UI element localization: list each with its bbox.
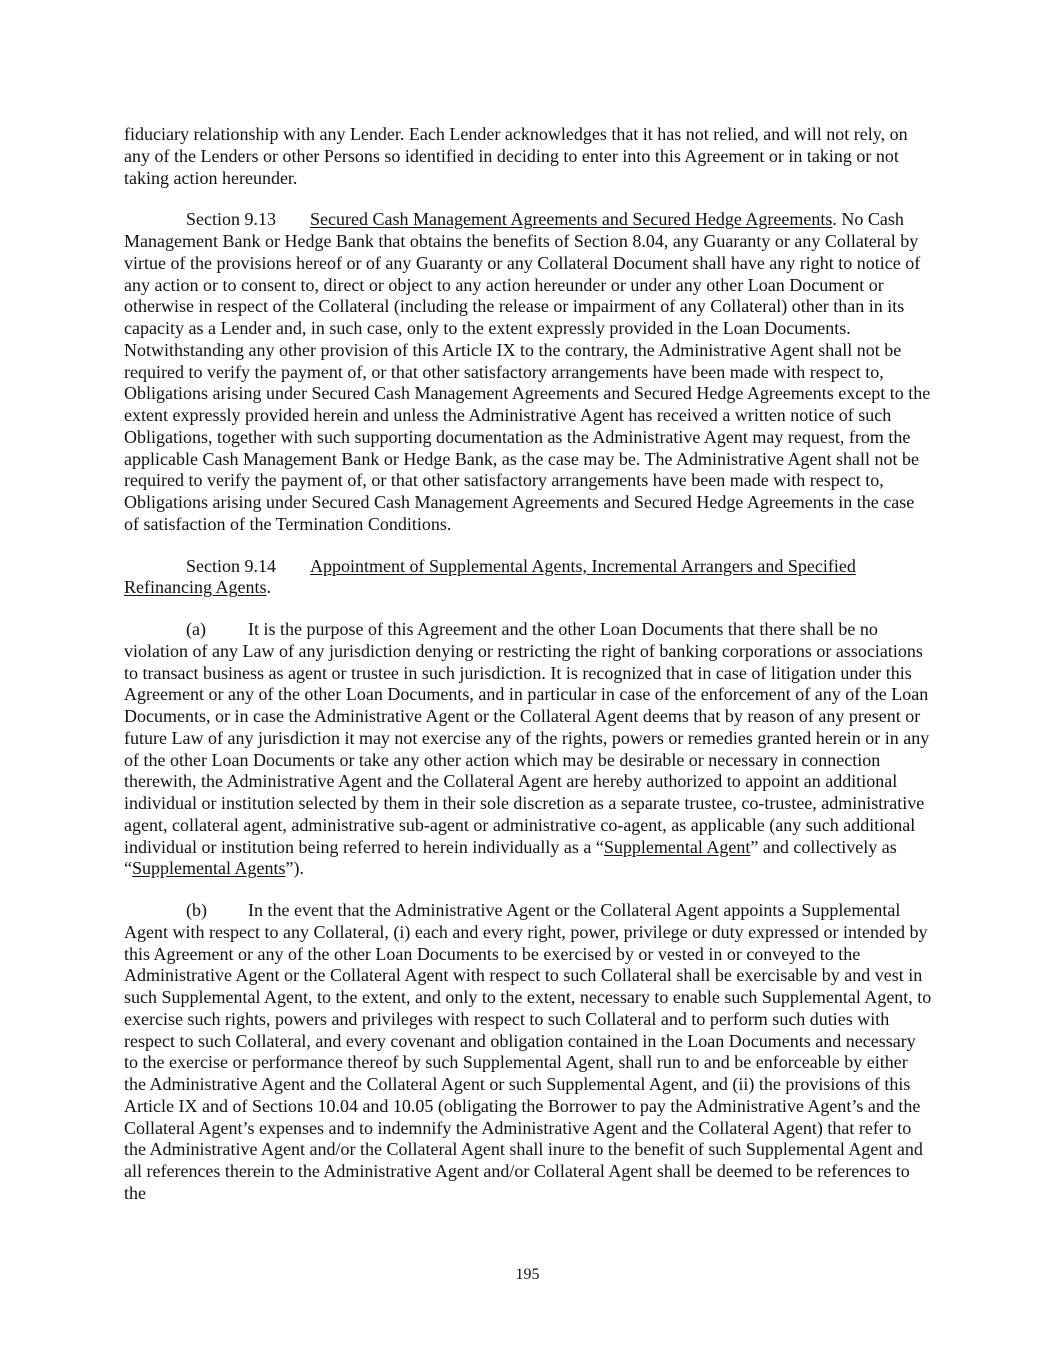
page-number: 195	[515, 1266, 540, 1283]
section-9-13-paragraph	[124, 209, 932, 535]
subsection-a-text-2: ” and collectively as “	[124, 836, 897, 879]
defined-term-supplemental-agent: Supplemental Agent	[603, 836, 751, 857]
section-9-14-heading-end: .	[266, 577, 271, 598]
defined-term-supplemental-agents: Supplemental Agents	[132, 858, 286, 879]
document-page	[124, 124, 932, 1225]
continuation-paragraph	[124, 124, 932, 189]
subsection-b-label: (b)	[186, 900, 207, 920]
subsection-a-text-3: ”).	[285, 858, 304, 879]
subsection-a-text-1: It is the purpose of this Agreement and the other Loan Documents that there shall be no violation of any Law of any jurisdiction denying or restricting the right of banking corporations or associations to transact business as agent or trustee in such jurisdiction. It is recognized that in case of litigation under this Agreement or any of the other Loan Documents, and in particular in case of the enforcement of any of the Loan Documents, or in case the Administrative Agent or the Collateral Agent deems that by reason of any present or future Law of any jurisdiction it may not exercise any of the rights, powers or remedies granted herein or in any of the other Loan Documents or take any other action which may be desirable or necessary in connection therewith, the Administrative Agent and the Collateral Agent are hereby authorized to appoint an additional individual or institution selected by them in their sole discretion as a separate trustee, co-trustee, administrative agent, collateral agent, administrative sub-agent or administrative co-agent, as applicable (any such additional individual or institution being referred to herein individually as a “	[124, 619, 930, 857]
continuation-text: fiduciary relationship with any Lender. Each Lender acknowledges that it has not relied, and will not rely, on any of the Lenders or other Persons so identified in deciding to enter into this Agreement or in taking or not taking action hereunder.	[124, 124, 908, 188]
subsection-a-label: (a)	[186, 619, 206, 639]
section-9-14-paragraph	[124, 556, 932, 600]
subsection-b-text: In the event that the Administrative Agent or the Collateral Agent appoints a Supplemental Agent with respect to any Collateral, (i) each and every right, power, privilege or duty expressed or intended by this Agreement or any of the other Loan Documents to be exercised by or vested in or conveyed to the Administrative Agent or the Collateral Agent with respect to such Collateral shall be exercisable by and vest in such Supplemental Agent, to the extent, and only to the extent, necessary to enable such Supplemental Agent, to exercise such rights, powers and privileges with respect to such Collateral and to perform such duties with respect to such Collateral, and every covenant and obligation contained in the Loan Documents and necessary to the exercise or performance thereof by such Supplemental Agent, shall run to and be enforceable by either the Administrative Agent and the Collateral Agent or such Supplemental Agent, and (ii) the provisions of this Article IX and of Sections 10.04 and 10.05 (obligating the Borrower to pay the Administrative Agent’s and the Collateral Agent’s expenses and to indemnify the Administrative Agent and the Collateral Agent) that refer to the Administrative Agent and/or the Collateral Agent shall inure to the benefit of such Supplemental Agent and all references therein to the Administrative Agent and/or Collateral Agent shall be deemed to be references to the	[124, 900, 932, 1203]
section-9-13-body: . No Cash Management Bank or Hedge Bank that obtains the benefits of Section 8.04, any Guaranty or any Collateral by virtue of the provisions hereof or of any Guaranty or any Collateral Document shall have any right to notice of any action or to consent to, direct or object to any action hereunder or under any other Loan Document or otherwise in respect of the Collateral (including the release or impairment of any Collateral) other than in its capacity as a Lender and, in such case, only to the extent expressly provided in the Loan Documents. Notwithstanding any other provision of this Article IX to the contrary, the Administrative Agent shall not be required to verify the payment of, or that other satisfactory arrangements have been made with respect to, Obligations arising under Secured Cash Management Agreements and Secured Hedge Agreements except to the extent expressly provided herein and unless the Administrative Agent has received a written notice of such Obligations, together with such supporting documentation as the Administrative Agent may request, from the applicable Cash Management Bank or Hedge Bank, as the case may be. The Administrative Agent shall not be required to verify the payment of, or that other satisfactory arrangements have been made with respect to, Obligations arising under Secured Cash Management Agreements and Secured Hedge Agreements in the case of satisfaction of the Termination Conditions.	[124, 209, 931, 534]
section-9-13-heading: Secured Cash Management Agreements and Secured Hedge Agreements	[310, 209, 833, 230]
subsection-a-paragraph	[124, 619, 932, 880]
section-9-14-heading: Appointment of Supplemental Agents, Incremental Arrangers and Specified Refinancing Agents	[124, 555, 856, 598]
section-9-14-number: Section 9.14	[186, 555, 276, 576]
section-9-13-number: Section 9.13	[186, 209, 276, 230]
subsection-b-paragraph	[124, 900, 932, 1205]
